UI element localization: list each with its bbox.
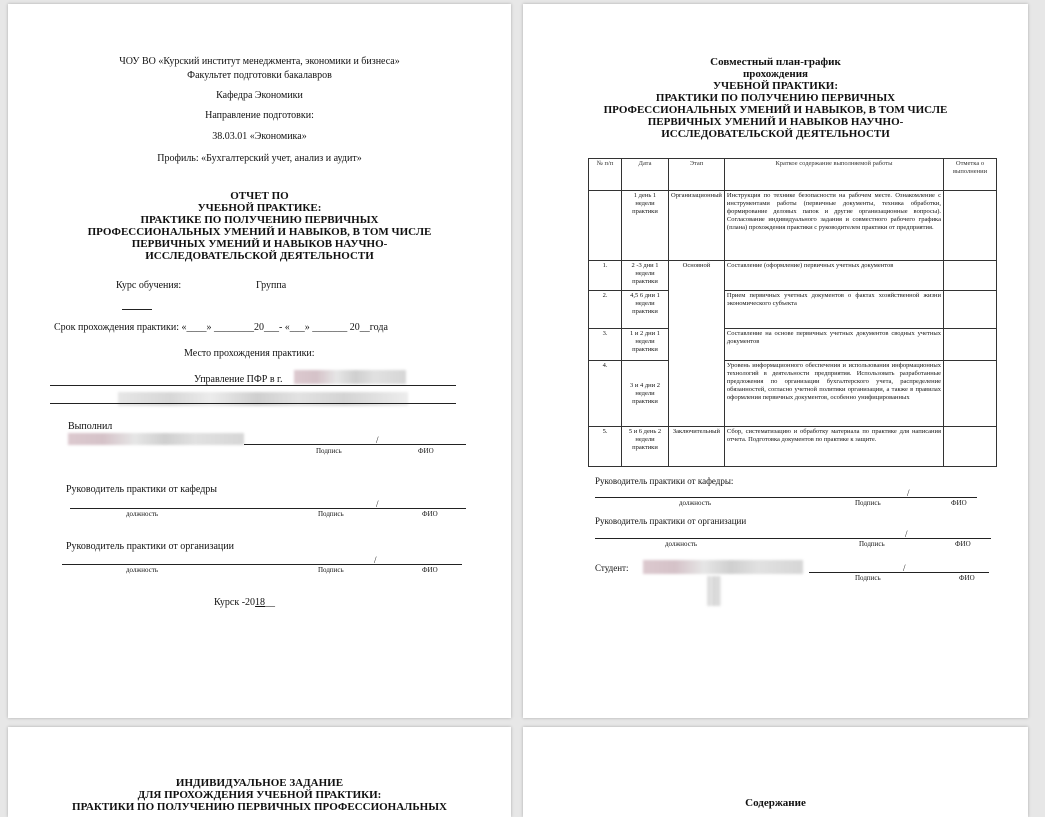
place-value: Управление ПФР в г. [194, 374, 283, 385]
org-sig-podpis: Подпись [318, 566, 344, 574]
supervisor-org-label: Руководитель практики от организации [66, 541, 234, 552]
page-report-title: ЧОУ ВО «Курский институт менеджмента, экономики и бизнеса» Факультет подготовки бакалавров Кафедра Экономики Направление подготовки: 38.03.01 «Экономика» Профиль: «Бухгалтерский учет, анализ и аудит» ОТЧЕТ ПО УЧЕБНОЙ ПРАКТИКЕ: ПРАКТИКЕ ПО ПОЛУЧЕНИЮ ПЕРВИЧНЫХ ПРОФЕССИОНАЛЬНЫХ УМЕНИЙ И НАВЫКОВ, В ТОМ ЧИСЛЕ ПЕРВИЧНЫХ УМЕНИЙ И НАВЫКОВ НАУЧНО- ИССЛЕДОВАТЕЛЬСКОЙ ДЕЯТЕЛЬНОСТИ Курс обучения: Группа Срок прохождения практики: «____» ________20___- «___» _______ 20__года Место прохождения практики: Управление ПФР в г. Выполнил / Подпись ФИО Руководитель практики от кафедры / должность Подпись ФИО Руководитель практики от организации / должность Подпись ФИО Курск -2018__ [8, 4, 511, 718]
plan-org-sig-fio: ФИО [955, 540, 971, 548]
plan-supervisor-dept-line [595, 497, 977, 498]
table-row: 2. 4,5 6 дни 1 недели практики Прием первичных учетных документов о фактах хозяйственной жизни экономического субъекта [589, 291, 997, 329]
redacted-student-name [643, 560, 803, 574]
performed-sig-fio: ФИО [418, 447, 434, 455]
supervisor-dept-label: Руководитель практики от кафедры [66, 484, 218, 495]
performed-label: Выполнил [68, 421, 113, 432]
plan-supervisor-org-label: Руководитель практики от организации [595, 516, 747, 526]
plan-supervisor-dept-label: Руководитель практики от кафедры: [595, 476, 734, 486]
task-title: ИНДИВИДУАЛЬНОЕ ЗАДАНИЕ ДЛЯ ПРОХОЖДЕНИЯ УЧЕБНОЙ ПРАКТИКИ: ПРАКТИКИ ПО ПОЛУЧЕНИЮ ПЕРВИЧНЫХ ПРОФЕССИОНАЛЬНЫХ [72, 777, 447, 813]
direction-label: Направление подготовки: [205, 110, 314, 121]
plan-dept-sig-fio: ФИО [951, 499, 967, 507]
plan-org-sig-podpis: Подпись [859, 540, 885, 548]
plan-student-label: Студент: [595, 563, 629, 573]
plan-supervisor-org-line [595, 538, 991, 539]
page-contents [523, 727, 1028, 817]
table-row: 4. 3 и 4 дни 2 недели практики Уровень информационного обеспечения и использования информационных технологий в деятельности предприятия. Использовать разработанные предложения по организации бухгалтерского учета, распределение обязанностей, согласно учетной политики организации, а также в правилах оформления первичных документов, особенно унифицированных [589, 361, 997, 427]
table-row: 5. 5 и 6 день 2 недели практики Заключительный Сбор, систематизацию и обработку материала по практике для написания отчета. Подготовка документов по практике к защите. [589, 427, 997, 467]
supervisor-dept-line [70, 508, 466, 509]
plan-dept-sig-dolzhnost: должность [679, 499, 712, 507]
place-line-2 [50, 403, 456, 404]
table-row: 1. 2 -3 дни 1 недели практики Основной Составление (оформление) первичных учетных документов [589, 261, 997, 291]
city-year: Курск -2018__ [214, 597, 276, 608]
redacted-student-mark [707, 576, 721, 606]
course-label: Курс обучения: [116, 280, 182, 291]
table-row: 3. 1 и 2 дни 1 недели практики Составление на основе первичных учетных документов сводных учетных документов [589, 329, 997, 361]
place-line-1 [50, 385, 456, 386]
direction-code: 38.03.01 «Экономика» [212, 131, 307, 142]
plan-student-sig-fio: ФИО [959, 574, 975, 582]
plan-title: Совместный план-график прохождения УЧЕБНОЙ ПРАКТИКИ: ПРАКТИКИ ПО ПОЛУЧЕНИЮ ПЕРВИЧНЫХ ПРОФЕССИОНАЛЬНЫХ УМЕНИЙ И НАВЫКОВ, В ТОМ ЧИСЛЕ ПЕРВИЧНЫХ УМЕНИЙ И НАВЫКОВ НАУЧНО- ИССЛЕДОВАТЕЛЬСКОЙ ДЕЯТЕЛЬНОСТИ [603, 56, 948, 140]
plan-table [588, 158, 997, 467]
redacted-student [68, 433, 244, 445]
plan-student-line [809, 572, 989, 573]
dept-sig-podpis: Подпись [318, 510, 344, 518]
plan-dept-sig-podpis: Подпись [855, 499, 881, 507]
institute-name: ЧОУ ВО «Курский институт менеджмента, экономики и бизнеса» [119, 56, 400, 67]
faculty-name: Факультет подготовки бакалавров [187, 70, 332, 81]
table-row: 1 день 1 недели практики Организационный Инструкция по технике безопасности на рабочем месте. Ознакомление с инструментами работы (первичные документы, техника обработки, формирование деловых папок и другие организационные вопросы). Согласование индивидуального задания и совместного рабочего графика (плана) прохождения практики с руководителем практики от предприятия. [589, 191, 997, 261]
performed-sig-podpis: Подпись [316, 447, 342, 455]
table-header-row: № п/п Дата Этап Краткое содержание выполняемой работы Отметка о выполнении [589, 159, 997, 191]
dept-sig-dolzhnost: должность [126, 510, 159, 518]
redacted-place [294, 370, 406, 384]
place-label: Место прохождения практики: [184, 348, 315, 359]
period-text: Срок прохождения практики: «____» ________20___- «___» _______ 20__года [54, 322, 388, 333]
report-title: ОТЧЕТ ПО УЧЕБНОЙ ПРАКТИКЕ: ПРАКТИКЕ ПО ПОЛУЧЕНИЮ ПЕРВИЧНЫХ ПРОФЕССИОНАЛЬНЫХ УМЕНИЙ И НАВЫКОВ, В ТОМ ЧИСЛЕ ПЕРВИЧНЫХ УМЕНИЙ И НАВЫКОВ НАУЧНО- ИССЛЕДОВАТЕЛЬСКОЙ ДЕЯТЕЛЬНОСТИ [87, 190, 432, 262]
supervisor-org-line [62, 564, 462, 565]
plan-org-sig-dolzhnost: должность [665, 540, 698, 548]
group-label: Группа [256, 280, 287, 291]
contents-title: Содержание [745, 797, 806, 809]
plan-student-sig-podpis: Подпись [855, 574, 881, 582]
dept-sig-fio: ФИО [422, 510, 438, 518]
org-sig-dolzhnost: должность [126, 566, 159, 574]
org-sig-fio: ФИО [422, 566, 438, 574]
performed-line [244, 444, 466, 445]
page-individual-task [8, 727, 511, 817]
department-name: Кафедра Экономики [216, 90, 303, 101]
profile-text: Профиль: «Бухгалтерский учет, анализ и аудит» [157, 153, 362, 164]
course-line [122, 309, 152, 310]
page-plan-schedule: Совместный план-график прохождения УЧЕБНОЙ ПРАКТИКИ: ПРАКТИКИ ПО ПОЛУЧЕНИЮ ПЕРВИЧНЫХ ПРОФЕССИОНАЛЬНЫХ УМЕНИЙ И НАВЫКОВ, В ТОМ ЧИСЛЕ ПЕРВИЧНЫХ УМЕНИЙ И НАВЫКОВ НАУЧНО- ИССЛЕДОВАТЕЛЬСКОЙ ДЕЯТЕЛЬНОСТИ № п/п Дата Этап Краткое содержание выполняемой работы Отметка о выполнении 1 день 1 недели практики Организационный Инструкция по технике безопасности на рабочем месте. Ознакомление с инструментами работы (первичные документы, техника обработки, формирование деловых папок и другие организационные вопросы). Согласование индивидуального задания и совместного рабочего графика (плана) прохождения практики с руководителем практики от предприятия. 1. 2 -3 дни 1 недели практики Основной Составление (оформление) первичных учетных документов 2. 4,5 6 дни 1 недели практики Прием первичных учетных документов о фактах хозяйственной жизни экономического субъекта 3. 1 и 2 дни 1 недели практики Составление на основе первичных учетных документов сводных учетных документов 4. 3 и 4 дни 2 недели практики Уровень информационного обеспечения и использования информационных технологий в деятельности предприятия. Использовать разработанные предложения по организации бухгалтерского учета, распределение обязанностей, согласно учетной политики организации, а также в правилах оформления первичных документов, особенно унифицированных 5. 5 и 6 день 2 недели практики Заключительный Сбор, систематизацию и обработку материала по практике для написания отчета. Подготовка документов по практике к защите. Руководитель практики от кафедры: / должность Подпись ФИО Руководитель практики от организации / должность Подпись ФИО Студент: / Подпись ФИО [523, 4, 1028, 718]
